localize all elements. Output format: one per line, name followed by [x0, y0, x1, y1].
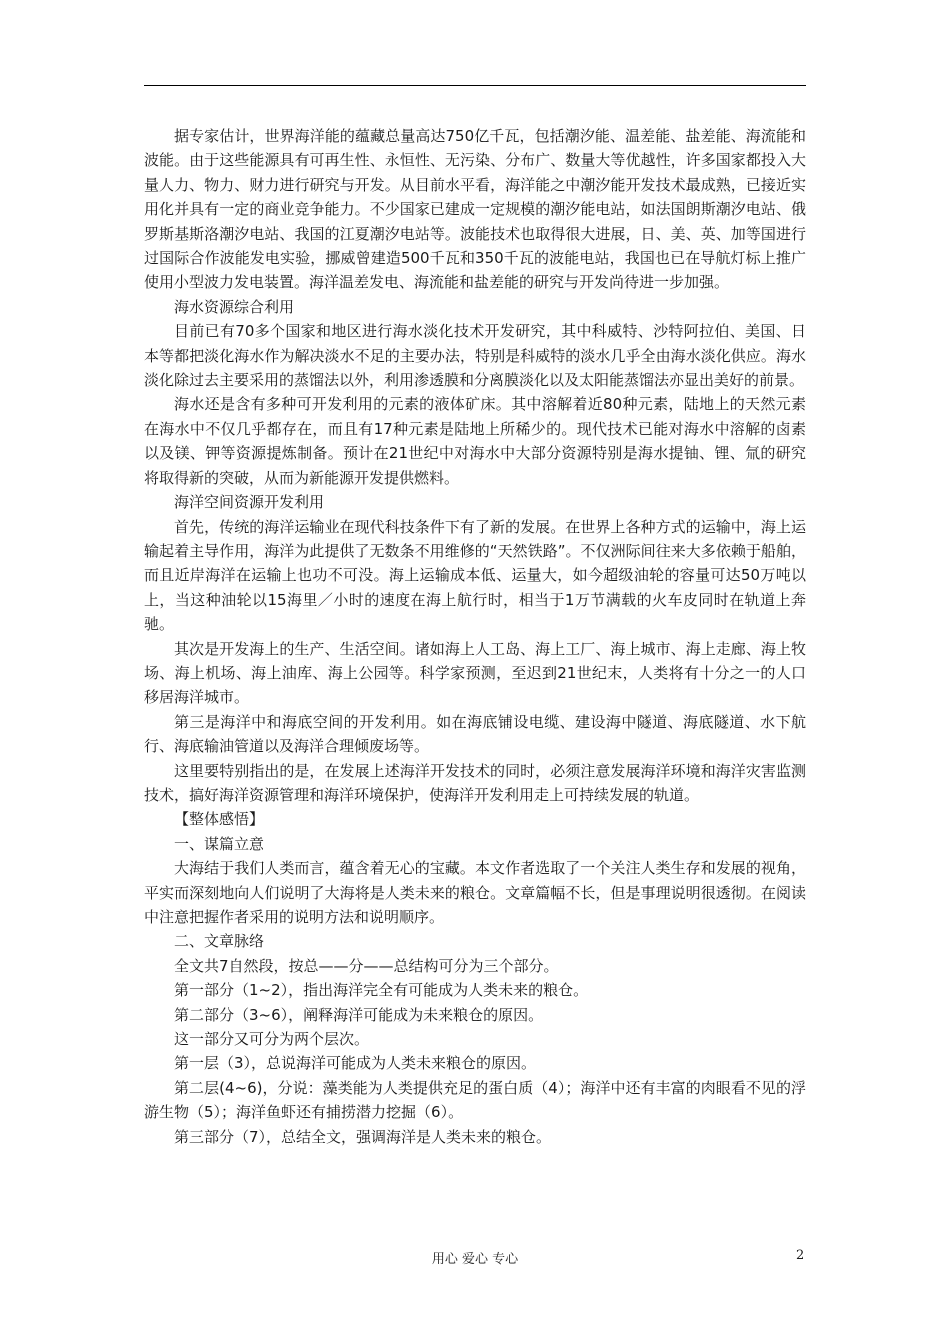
page-number: 2	[796, 1248, 805, 1263]
paragraph-desalination: 目前已有70多个国家和地区进行海水淡化技术开发研究，其中科威特、沙特阿拉伯、美国、日本等都把淡化海水作为解决淡水不足的主要办法，特别是科威特的淡水几乎全由海水淡化供应。海水淡化除过去主要采用的蒸馏法以外，利用渗透膜和分离膜淡化以及太阳能蒸馏法亦显出美好的前景。	[144, 322, 806, 390]
heading-overall-understanding: 【整体感悟】	[174, 810, 265, 829]
paragraph-part-three: 第三部分（7），总结全文，强调海洋是人类未来的粮仓。	[174, 1127, 552, 1146]
footer-motto: 用心 爱心 专心	[431, 1252, 519, 1267]
paragraph-part-two-levels: 这一部分又可分为两个层次。	[174, 1030, 370, 1049]
paragraph-ocean-energy: 据专家估计，世界海洋能的蕴藏总量高达750亿千瓦，包括潮汐能、温差能、盐差能、海流能和波能。由于这些能源具有可再生性、永恒性、无污染、分布广、数量大等优越性，许多国家都投入大量人力、物力、财力进行研究与开发。从目前水平看，海洋能之中潮汐能开发技术最成熟，已接近实用化并具有一定的商业竞争能力。不少国家已建成一定规模的潮汐能电站，如法国朗斯潮汐电站、俄罗斯基斯洛潮汐电站、我国的江夏潮汐电站等。波能技术也取得很大进展，日、美、英、加等国进行过国际合作波能发电实验，挪威曾建造500千瓦和350千瓦的波能电站，我国也已在导航灯标上推广使用小型波力发电装置。海洋温差发电、海流能和盐差能的研究与开发尚待进一步加强。	[144, 127, 806, 292]
paragraph-level-one: 第一层（3），总说海洋可能成为人类未来粮仓的原因。	[174, 1054, 537, 1073]
heading-article-outline: 二、文章脉络	[174, 932, 265, 951]
header-rule	[144, 85, 806, 86]
paragraph-outline-summary: 全文共7自然段，按总——分——总结构可分为三个部分。	[174, 956, 559, 975]
heading-seawater-resources: 海水资源综合利用	[174, 297, 295, 316]
paragraph-part-two: 第二部分（3~6），阐释海洋可能成为未来粮仓的原因。	[174, 1005, 544, 1024]
paragraph-seawater-elements: 海水还是含有多种可开发利用的元素的液体矿床。其中溶解着近80种元素，陆地上的天然元素在海水中不仅几乎都存在，而且有17种元素是陆地上所稀少的。现代技术已能对海水中溶解的卤素以及镁、钾等资源提炼制备。预计在21世纪中对海水中大部分资源特别是海水提铀、锂、氚的研究将取得新的突破，从而为新能源开发提供燃料。	[144, 395, 806, 487]
page-footer	[0, 1248, 950, 1272]
paragraph-sustainable: 这里要特别指出的是，在发展上述海洋开发技术的同时，必须注意发展海洋环境和海洋灾害监测技术，搞好海洋资源管理和海洋环境保护，使海洋开发利用走上可持续发展的轨道。	[144, 761, 806, 804]
paragraph-part-one: 第一部分（1~2），指出海洋完全有可能成为人类未来的粮仓。	[174, 981, 589, 1000]
document-body	[144, 124, 806, 1149]
paragraph-ocean-transport: 首先，传统的海洋运输业在现代科技条件下有了新的发展。在世界上各种方式的运输中，海上运输起着主导作用，海洋为此提供了无数条不用维修的“天然铁路”。不仅洲际间往来大多依赖于船舶，而且近岸海洋在运输上也功不可没。海上运输成本低、运量大，如今超级油轮的容量可达50万吨以上，当这种油轮以15海里／小时的速度在海上航行时，相当于1万节满载的火车皮同时在轨道上奔驰。	[144, 517, 806, 634]
paragraph-intent: 大海结于我们人类而言，蕴含着无心的宝藏。本文作者选取了一个关注人类生存和发展的视角，平实而深刻地向人们说明了大海将是人类未来的粮仓。文章篇幅不长，但是事理说明很透彻。在阅读中注意把握作者采用的说明方法和说明顺序。	[144, 859, 806, 926]
heading-ocean-space: 海洋空间资源开发利用	[174, 493, 325, 512]
paragraph-living-space: 其次是开发海上的生产、生活空间。诸如海上人工岛、海上工厂、海上城市、海上走廊、海上牧场、海上机场、海上油库、海上公园等。科学家预测，至迟到21世纪末，人类将有十分之一的人口移居海洋城市。	[144, 639, 806, 707]
paragraph-undersea-space: 第三是海洋中和海底空间的开发利用。如在海底铺设电缆、建设海中隧道、海底隧道、水下航行、海底输油管道以及海洋合理倾废场等。	[144, 712, 806, 756]
heading-structure-intent: 一、谋篇立意	[174, 834, 265, 853]
paragraph-level-two: 第二层(4~6)，分说：藻类能为人类提供充足的蛋白质（4）；海洋中还有丰富的肉眼看不见的浮游生物（5）；海洋鱼虾还有捕捞潜力挖掘（6）。	[144, 1078, 806, 1122]
